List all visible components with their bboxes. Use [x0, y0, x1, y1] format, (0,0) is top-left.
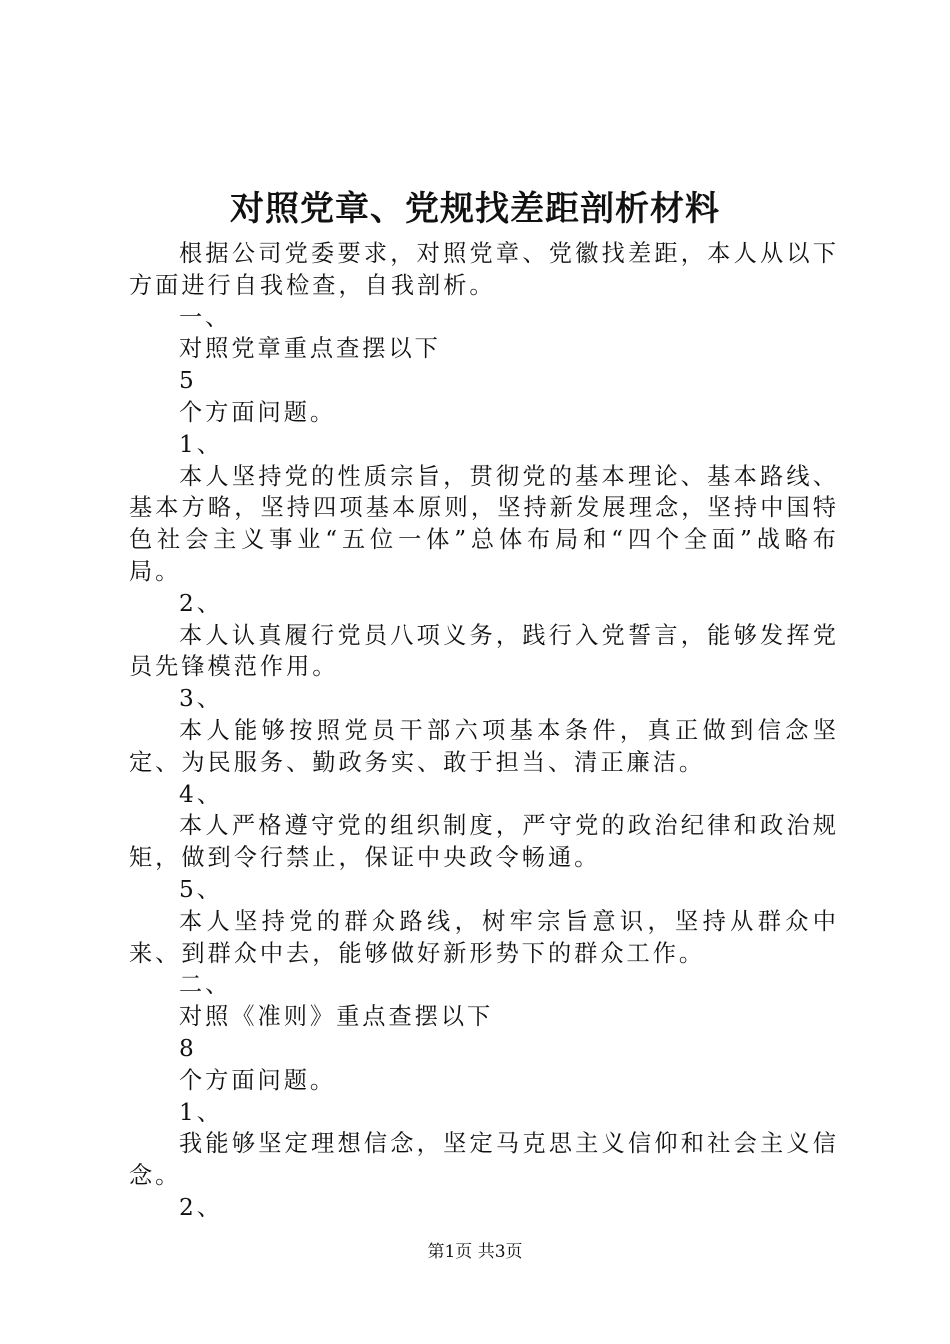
page-footer: 第1页 共3页 [427, 1242, 523, 1262]
item-paragraph: 本人严格遵守党的组织制度，严守党的政治纪律和政治规矩，做到令行禁止，保证中央政令畅通。 [129, 812, 839, 872]
item-number: 5、 [179, 875, 223, 903]
item-number: 1、 [179, 1098, 223, 1126]
item-paragraph: 本人认真履行党员八项义务，践行入党誓言，能够发挥党员先锋模范作用。 [129, 621, 839, 681]
section-heading-1: 一、 [179, 303, 232, 331]
item-number: 1、 [179, 430, 223, 458]
item-number: 2、 [179, 1193, 223, 1221]
item-paragraph: 本人能够按照党员干部六项基本条件，真正做到信念坚定、为民服务、勤政务实、敢于担当、清正廉洁。 [129, 716, 839, 776]
item-paragraph: 我能够坚定理想信念，坚定马克思主义信仰和社会主义信念。 [129, 1130, 839, 1190]
paragraph-intro: 根据公司党委要求，对照党章、党徽找差距，本人从以下方面进行自我检查，自我剖析。 [129, 240, 839, 299]
document-body [129, 238, 839, 1224]
item-number: 3、 [179, 685, 223, 713]
section-text: 对照《准则》重点查摆以下 [179, 1003, 494, 1031]
section-heading-2: 二、 [179, 971, 232, 999]
section-count: 5 [179, 367, 197, 395]
document-title: 对照党章、党规找差距剖析材料 [230, 189, 720, 229]
item-number: 4、 [179, 780, 223, 808]
section-text: 个方面问题。 [179, 1066, 337, 1094]
item-paragraph: 本人坚持党的性质宗旨，贯彻党的基本理论、基本路线、基本方略，坚持四项基本原则，坚持新发展理念，坚持中国特色社会主义事业“五位一体”总体布局和“四个全面”战略布局。 [129, 462, 839, 585]
item-paragraph: 本人坚持党的群众路线，树牢宗旨意识，坚持从群众中来、到群众中去，能够做好新形势下的群众工作。 [129, 907, 839, 967]
section-count: 8 [179, 1034, 197, 1062]
item-number: 2、 [179, 589, 223, 617]
section-text: 个方面问题。 [179, 398, 337, 426]
section-text: 对照党章重点查摆以下 [179, 335, 441, 363]
